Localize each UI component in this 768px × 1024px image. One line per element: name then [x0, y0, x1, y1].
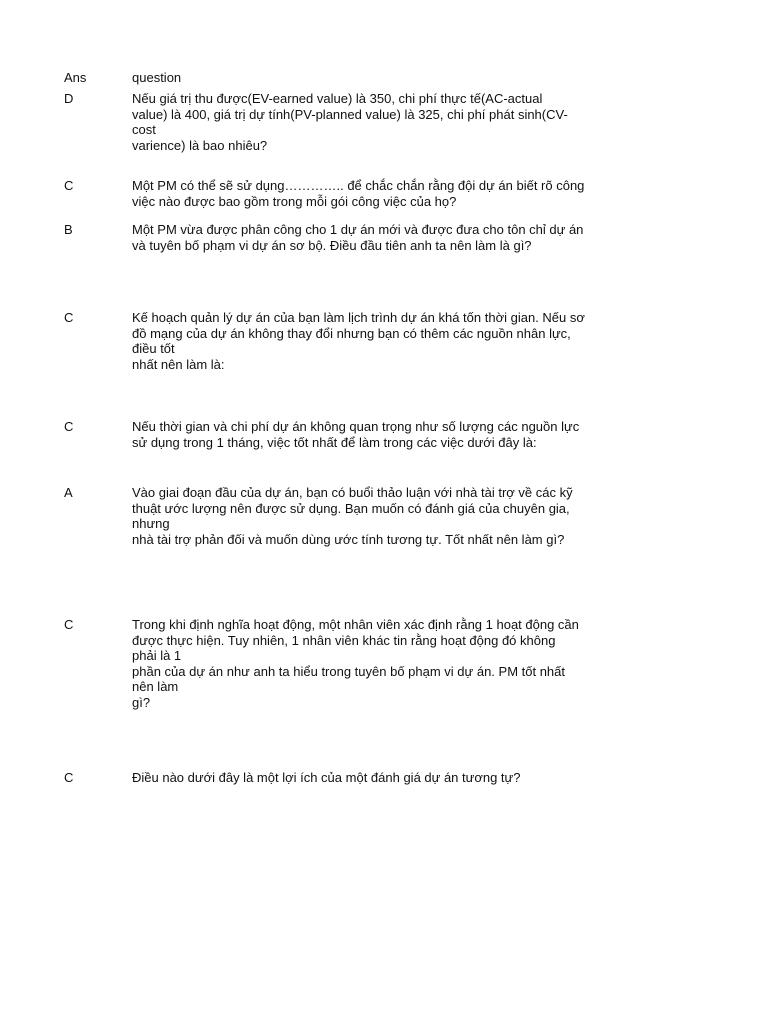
ans-column-header: Ans	[64, 70, 87, 85]
question-cell	[132, 310, 612, 372]
question-line: việc nào được bao gồm trong mỗi gói công việc của họ?	[132, 193, 457, 209]
question-line: varience) là bao nhiêu?	[132, 137, 268, 153]
question-cell	[132, 222, 612, 253]
answer-cell: C	[64, 617, 74, 632]
question-line: cost	[132, 122, 156, 137]
answer-cell: C	[64, 310, 74, 325]
question-line: đồ mạng của dự án không thay đổi nhưng bạn có thêm các nguồn nhân lực,	[132, 325, 571, 341]
question-line: Kế hoạch quản lý dự án của bạn làm lịch trình dự án khá tốn thời gian. Nếu sơ	[132, 310, 585, 325]
question-line: điều tốt	[132, 341, 175, 356]
answer-cell: C	[64, 770, 74, 785]
question-line: sử dụng trong 1 tháng, việc tốt nhất để làm trong các việc dưới đây là:	[132, 434, 537, 450]
question-line: nhất nên làm là:	[132, 356, 225, 372]
question-cell	[132, 770, 612, 786]
question-line: Nếu thời gian và chi phí dự án không quan trọng như số lượng các nguồn lực	[132, 419, 580, 434]
question-line: nhưng	[132, 516, 170, 531]
question-cell	[132, 485, 612, 547]
question-line: nên làm	[132, 679, 179, 694]
question-cell	[132, 91, 612, 153]
question-line: nhà tài trợ phản đối và muốn dùng ước tính tương tự. Tốt nhất nên làm gì?	[132, 531, 565, 547]
question-line: thuật ước lượng nên được sử dụng. Bạn muốn có đánh giá của chuyên gia,	[132, 500, 570, 516]
question-line: Một PM vừa được phân công cho 1 dự án mới và được đưa cho tôn chỉ dự án	[132, 222, 584, 237]
question-column-header: question	[132, 70, 182, 85]
answer-cell: B	[64, 222, 73, 237]
question-line: phải là 1	[132, 648, 182, 663]
answer-cell: C	[64, 178, 74, 193]
question-cell	[132, 617, 612, 710]
question-line: Một PM có thể sẽ sử dụng………….. để chắc chắn rằng đội dự án biết rõ công	[132, 178, 585, 193]
question-line: Điều nào dưới đây là một lợi ích của một đánh giá dự án tương tự?	[132, 770, 521, 785]
question-cell	[132, 178, 612, 209]
question-line: gì?	[132, 694, 151, 710]
question-line: Nếu giá trị thu được(EV-earned value) là 350, chi phí thực tế(AC-actual	[132, 91, 543, 106]
answer-cell: A	[64, 485, 73, 500]
question-line: Trong khi định nghĩa hoạt động, một nhân viên xác định rằng 1 hoạt động cần	[132, 617, 579, 632]
question-line: và tuyên bố phạm vi dự án sơ bộ. Điều đầu tiên anh ta nên làm là gì?	[132, 237, 532, 253]
question-line: phần của dự án như anh ta hiểu trong tuyên bố phạm vi dự án. PM tốt nhất	[132, 663, 566, 679]
question-line: Vào giai đoạn đầu của dự án, bạn có buổi thảo luận với nhà tài trợ về các kỹ	[132, 485, 573, 500]
question-line: value) là 400, giá trị dự tính(PV-planned value) là 325, chi phí phát sinh(CV-	[132, 106, 568, 122]
answer-cell: C	[64, 419, 74, 434]
answer-cell: D	[64, 91, 74, 106]
question-cell	[132, 419, 612, 450]
question-line: được thực hiện. Tuy nhiên, 1 nhân viên khác tin rằng hoạt động đó không	[132, 632, 556, 648]
